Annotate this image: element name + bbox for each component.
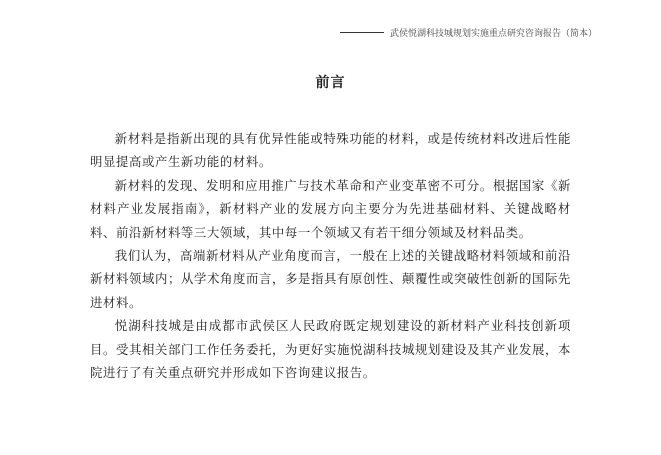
running-header	[340, 26, 597, 39]
paragraph: 新材料是指新出现的具有优异性能或特殊功能的材料，或是传统材料改进后性能明显提高或产生新功能的材料。	[90, 131, 571, 170]
body-text	[90, 127, 571, 384]
header-rule	[340, 32, 384, 33]
paragraph: 我们认为，高端新材料从产业角度而言，一般在上述的关键战略材料领域和前沿新材料领域内；从学术角度而言，多是指具有原创性、颠覆性或突破性创新的国际先进材料。	[90, 248, 571, 310]
paragraph: 新材料的发现、发明和应用推广与技术革命和产业变革密不可分。根据国家《新材料产业发展指南》，新材料产业的发展方向主要分为先进基础材料、关键战略材料、前沿新材料等三大领域，其中每一个领域又有若干细分领域及材料品类。	[90, 177, 571, 240]
page-title: 前言	[315, 75, 346, 91]
paragraph: 悦湖科技城是由成都市武侯区人民政府既定规划建设的新材料产业科技创新项目。受其相关部门工作任务委托，为更好实施悦湖科技城规划建设及其产业发展，本院进行了有关重点研究并形成如下咨询建议报告。	[90, 318, 571, 381]
running-title: 武侯悦湖科技城规划实施重点研究咨询报告（简本）	[389, 29, 597, 39]
